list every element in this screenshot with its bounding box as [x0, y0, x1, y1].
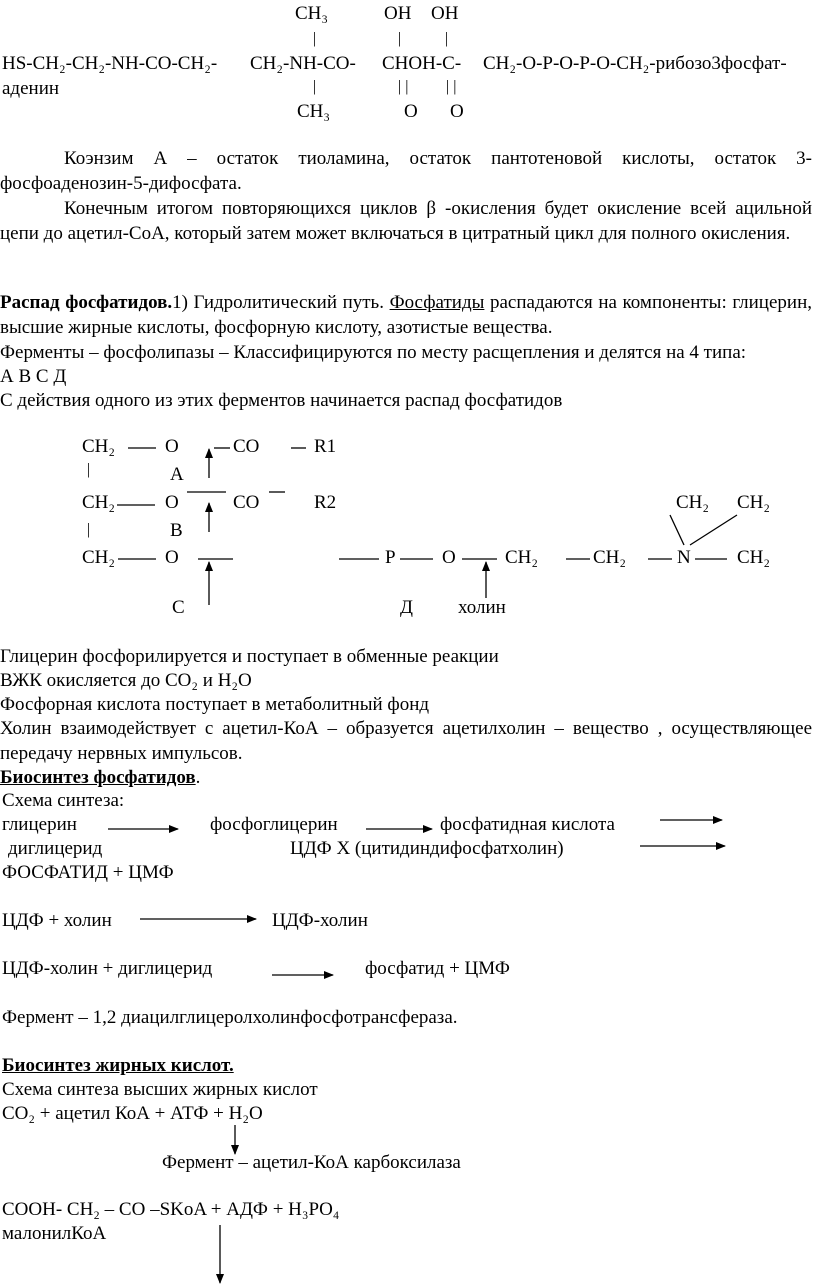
bond-line: [670, 515, 684, 545]
cdp-x-label: ЦДФ Х (цитидиндифосфатхолин): [290, 838, 564, 859]
scheme-ch2-4: CH₂: [505, 547, 539, 568]
decay-title: Распад фосфатидов.: [0, 292, 173, 313]
scheme-o-2: O: [165, 492, 179, 513]
scheme-bond-1: |: [87, 461, 91, 478]
cdp-choline-product: ЦДФ-холин: [272, 910, 368, 931]
scheme-co-1: CO: [233, 436, 260, 457]
phosphoglycerol-label: фосфоглицерин: [210, 814, 338, 835]
enzymes-line-3: С действия одного из этих ферментов начинается распад фосфатидов: [0, 390, 563, 411]
diglyceride-label: диглицерид: [8, 838, 103, 859]
decay-underlined-word: Фосфатиды: [389, 292, 485, 313]
synthesis-scheme-label: Схема синтеза:: [2, 790, 125, 811]
products-line-2: ВЖК окисляется до CO₂ и H₂O: [0, 670, 252, 691]
carboxylase-enzyme: Фермент – ацетил-КоА карбоксилаза: [162, 1152, 461, 1173]
coa-segment-1: HS-CH₂-CH₂-NH-CO-CH₂-: [2, 53, 218, 74]
enzymes-line-1: Ферменты – фосфолипазы – Классифицируются по месту расщепления и делятся на 4 типа:: [0, 342, 747, 363]
scheme-ch2-methyl-1: CH₂: [676, 492, 710, 513]
scheme-o-1: O: [165, 436, 179, 457]
phosphatide-cmp-label: ФОСФАТИД + ЦМФ: [2, 862, 174, 883]
phosphatide-cmp-product: фосфатид + ЦМФ: [365, 958, 510, 979]
scheme-o-4: O: [442, 547, 456, 568]
coa-ch3-top: CH₃: [295, 3, 329, 24]
cleavage-label-d: Д: [400, 597, 413, 618]
scheme-ch2-6: CH₂: [737, 547, 771, 568]
phosphatidic-acid-label: фосфатидная кислота: [440, 814, 615, 835]
enzymes-line-2: А В С Д: [0, 366, 67, 387]
transferase-enzyme: Фермент – 1,2 диацилглицеролхолинфосфотрансфераза.: [2, 1007, 458, 1028]
scheme-co-2: CO: [233, 492, 260, 513]
scheme-ch2-3: CH₂: [82, 547, 116, 568]
coa-bond-5: | |: [398, 78, 409, 95]
products-line-4: Холин взаимодействует с ацетил-КоА – образуется ацетилхолин – вещество , осуществляющее передачу нервных импульсов.: [0, 718, 812, 764]
beta-oxidation-paragraph: Конечным итогом повторяющихся циклов β -окисления будет окисление всей ацильной цепи до ацетил-СоА, который затем может включаться в цитратный цикл для полного окисления.: [0, 198, 812, 244]
coa-o-1: O: [404, 101, 418, 122]
cdp-choline-diglyceride: ЦДФ-холин + диглицерид: [2, 958, 213, 979]
products-line-3: Фосфорная кислота поступает в метаболитный фонд: [0, 694, 430, 715]
coa-bond-3: |: [445, 30, 449, 47]
coa-segment-3: CHOH-C-: [382, 53, 462, 74]
scheme-bond-2: |: [87, 521, 91, 538]
fatty-acid-equation: CO₂ + ацетил КоА + АТФ + H₂O: [2, 1103, 263, 1124]
coa-o-2: O: [450, 101, 464, 122]
scheme-ch2-2: CH₂: [82, 492, 116, 513]
bond-line: [690, 515, 737, 545]
malonyl-equation: COOH- CH₂ – CO –SKoA + АДФ + H₃PO₄: [2, 1199, 340, 1220]
scheme-n: N: [677, 547, 691, 568]
fatty-acid-scheme-label: Схема синтеза высших жирных кислот: [2, 1079, 318, 1100]
glycerol-label: глицерин: [2, 814, 77, 835]
scheme-p: P: [385, 547, 396, 568]
cdp-choline-reactants: ЦДФ + холин: [2, 910, 112, 931]
decay-text-2: распадаются на компоненты: глицерин, высшие жирные кислоты, фосфорную кислоту, азотистые вещества.: [0, 292, 812, 338]
coa-bond-2: |: [398, 30, 402, 47]
coa-segment-2: CH₂-NH-CO-: [250, 53, 356, 74]
fatty-acid-biosynthesis-title: Биосинтез жирных кислот.: [2, 1055, 234, 1076]
coa-adenine: аденин: [2, 78, 60, 99]
scheme-ch2-1: CH₂: [82, 436, 116, 457]
coa-ch3-bottom: CH₃: [297, 101, 331, 122]
scheme-r1: R1: [314, 436, 337, 457]
coa-segment-4: CH₂-O-P-O-P-O-CH₂-рибозо3фосфат-: [483, 53, 787, 74]
scheme-o-3: O: [165, 547, 179, 568]
decay-text-1: 1) Гидролитический путь.: [172, 292, 390, 313]
cleavage-label-b: В: [170, 520, 183, 541]
coa-bond-6: | |: [446, 78, 457, 95]
scheme-r2: R2: [314, 492, 337, 513]
malonyl-coa-label: малонилКоА: [2, 1223, 107, 1244]
cleavage-label-c: С: [172, 597, 185, 618]
choline-label: холин: [458, 597, 506, 618]
coa-oh-2: OH: [431, 3, 459, 24]
coa-oh-1: OH: [384, 3, 412, 24]
phosphatide-biosynthesis-title: Биосинтез фосфатидов: [0, 767, 196, 788]
title-period: .: [195, 767, 201, 788]
products-line-1: Глицерин фосфорилируется и поступает в обменные реакции: [0, 646, 499, 667]
coenzyme-paragraph: Коэнзим А – остаток тиоламина, остаток пантотеновой кислоты, остаток 3-фосфоаденозин-5-дифосфата.: [0, 148, 812, 194]
coa-bond-1: |: [313, 30, 317, 47]
scheme-ch2-methyl-2: CH₂: [737, 492, 771, 513]
cleavage-label-a: А: [170, 464, 184, 485]
coa-bond-4: |: [313, 78, 317, 95]
scheme-ch2-5: CH₂: [593, 547, 627, 568]
